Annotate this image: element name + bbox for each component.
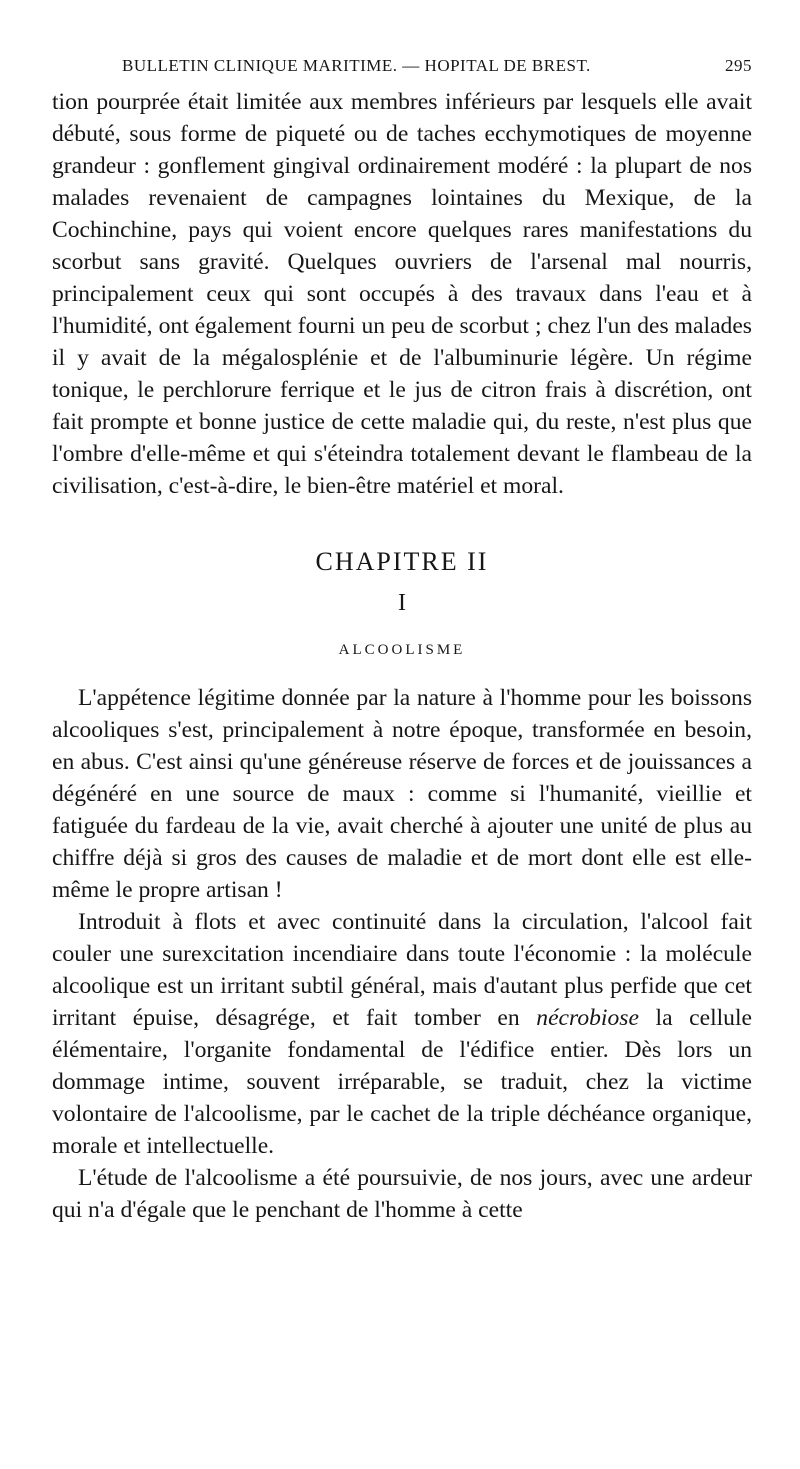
paragraph-etude-alcoolisme: L'étude de l'alcoolisme a été poursuivie, de nos jours, avec une ardeur qui n'a d'égale que le penchant de l'homme à cette [52,1165,752,1223]
paragraph-alcool-circulation [52,906,752,1162]
chapter-title: CHAPITRE II [315,547,489,576]
italic-term-necrobiose: nécrobiose [536,1005,639,1031]
paragraph-text-after-italic: la cellule élémentaire, l'organite fondamental de l'édifice entier. Dès lors un dommage intime, souvent irréparable, se traduit, chez la victime volontaire de l'alcoolisme, par le cachet de la triple déchéance organique, morale et intellectuelle. [52,1005,752,1159]
section-title: ALCOOLISME [338,642,466,658]
continuation-paragraph: tion pourprée était limitée aux membres inférieurs par lesquels elle avait débuté, sous forme de piqueté ou de taches ecchymotiques de moyenne grandeur : gonflement gingival ordinairement modéré : la plupart de nos malades revenaient de campagnes lointaines du Mexique, de la Cochinchine, pays qui voient encore quelques rares manifestations du scorbut sans gravité. Quelques ouvriers de l'arsenal mal nourris, principalement ceux qui sont occupés à des travaux dans l'eau et à l'humidité, ont également fourni un peu de scorbut ; chez l'un des malades il y avait de la mégalosplénie et de l'albuminurie légère. Un régime tonique, le perchlorure ferrique et le jus de citron frais à discrétion, ont fait prompte et bonne justice de cette maladie qui, du reste, n'est plus que l'ombre d'elle-même et qui s'éteindra totalement devant le flambeau de la civilisation, c'est-à-dire, le bien-être matériel et moral. [52,89,752,499]
paragraph-text-before-italic: Introduit à flots et avec continuité dans la circulation, l'alcool fait couler une surexcitation incendiaire dans toute l'économie : la molécule alcoolique est un irritant subtil général, mais d'autant plus perfide que cet irritant épuise, désagrége, et fait tomber en [52,909,752,1031]
book-page [52,56,752,1226]
page-number: 295 [725,56,752,75]
running-head-title: BULLETIN CLINIQUE MARITIME. — HOPITAL DE BREST. [122,56,591,75]
section-number: I [398,590,406,616]
paragraph-appetence: L'appétence légitime donnée par la nature à l'homme pour les boissons alcooliques s'est, principalement à notre époque, transformée en besoin, en abus. C'est ainsi qu'une généreuse réserve de forces et de jouissances a dégénéré en une source de maux : comme si l'humanité, vieillie et fatiguée du fardeau de la vie, avait cherché à ajouter une unité de plus au chiffre déjà si gros des causes de maladie et de mort dont elle est elle-même le propre artisan ! [52,685,752,903]
body-text [52,86,752,1226]
running-head [52,56,752,86]
